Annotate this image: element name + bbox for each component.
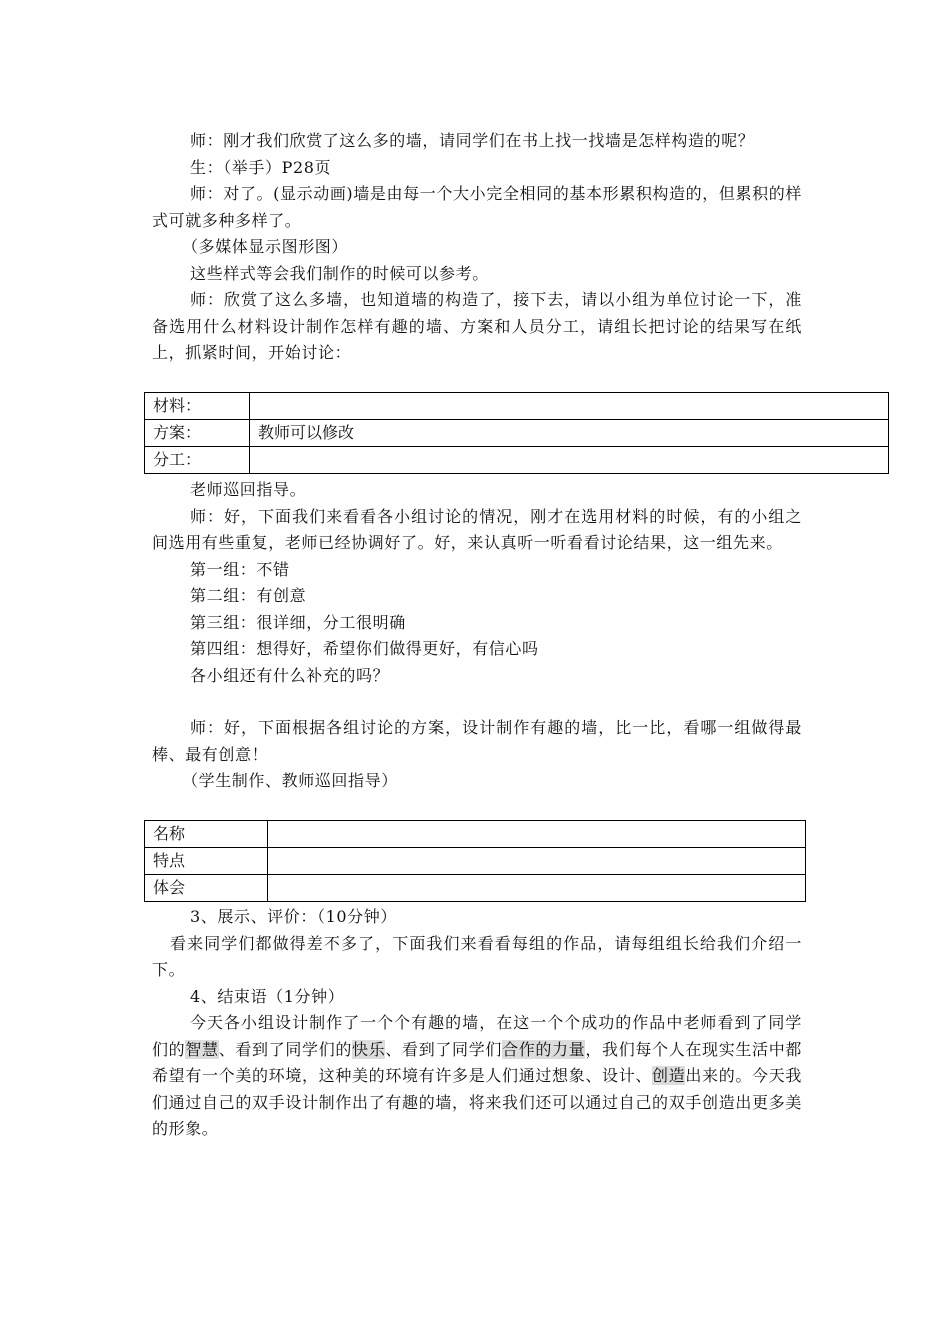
text-run: 、看到了同学们的 xyxy=(218,1039,353,1059)
table-row xyxy=(145,848,806,875)
highlighted-text: 创造 xyxy=(652,1066,686,1085)
paragraph: 师：好，下面我们来看看各小组讨论的情况，刚才在选用材料的时候，有的小组之间选用有些重复，老师已经协调好了。好，来认真听一听看看讨论结果，这一组先来。 xyxy=(152,506,802,552)
highlighted-text: 智慧 xyxy=(185,1039,219,1059)
table-cell-label: 分工： xyxy=(145,447,250,474)
table-row xyxy=(145,875,806,902)
discussion-table xyxy=(144,392,889,474)
table-row xyxy=(145,821,806,848)
paragraph: 师：刚才我们欣赏了这么多的墙，请同学们在书上找一找墙是怎样构造的呢？ xyxy=(190,131,755,150)
text-run: 出来的。今天我们通过自己的双手设计制作出了有趣的墙，将来我们还可以通过自己的双手创造出更多美的形象。 xyxy=(152,1066,802,1138)
paragraph: 各小组还有什么补充的吗？ xyxy=(190,665,390,685)
closing-paragraph xyxy=(152,1010,802,1143)
paragraph: 这些样式等会我们制作的时候可以参考。 xyxy=(190,263,489,283)
blank-line xyxy=(152,689,802,715)
paragraph: 生：（举手）P28页 xyxy=(190,157,332,177)
table-row xyxy=(145,447,889,474)
paragraph: 第三组：很详细，分工很明确 xyxy=(190,612,406,632)
paragraph: 第二组：有创意 xyxy=(190,586,307,605)
table-row xyxy=(145,393,889,420)
table-cell-label: 名称 xyxy=(145,821,268,848)
paragraph: 第四组：想得好，希望你们做得更好，有信心吗 xyxy=(190,639,539,658)
table-cell-value xyxy=(268,875,806,902)
table-cell-value xyxy=(268,848,806,875)
paragraph: （学生制作、教师巡回指导） xyxy=(182,771,398,790)
highlighted-text: 快乐 xyxy=(352,1039,386,1059)
table-cell-value xyxy=(268,821,806,848)
section-heading: 3、展示、评价：（10分钟） xyxy=(190,907,397,926)
table-cell-value: 教师可以修改 xyxy=(250,420,889,447)
bottom-section xyxy=(152,904,802,1143)
text-run: 今天各小组设计制作了一个个有趣的墙，在这一个个成功的作品中老师看到了同学们的 xyxy=(152,1013,802,1059)
paragraph: （多媒体显示图形图） xyxy=(182,237,349,256)
highlighted-text: 合作的力量 xyxy=(502,1039,586,1059)
table-cell-label: 体会 xyxy=(145,875,268,902)
section-heading: 4、结束语（1分钟） xyxy=(190,986,345,1006)
table-cell-value xyxy=(250,447,889,474)
paragraph: 第一组：不错 xyxy=(190,559,290,579)
paragraph: 师：欣赏了这么多墙，也知道墙的构造了，接下去，请以小组为单位讨论一下，准备选用什么材料设计制作怎样有趣的墙、方案和人员分工，请组长把讨论的结果写在纸上，抓紧时间，开始讨论： xyxy=(152,290,802,362)
table-cell-label: 方案： xyxy=(145,420,250,447)
middle-section xyxy=(152,477,802,795)
table-row xyxy=(145,420,889,447)
paragraph: 师：好，下面根据各组讨论的方案，设计制作有趣的墙，比一比，看哪一组做得最棒、最有创意！ xyxy=(152,718,802,764)
paragraph: 老师巡回指导。 xyxy=(190,480,307,499)
text-run: 、看到了同学们 xyxy=(385,1039,503,1059)
work-table xyxy=(144,820,806,902)
table-cell-value xyxy=(250,393,889,420)
paragraph: 看来同学们都做得差不多了，下面我们来看看每组的作品，请每组组长给我们介绍一下。 xyxy=(152,933,802,979)
table-cell-label: 材料： xyxy=(145,393,250,420)
text-run: ，我们每个人在现实生活中都希望有一个美的环境，这种美的环境有许多是人们通过想象、设计、 xyxy=(152,1039,802,1085)
paragraph: 师：对了。(显示动画)墙是由每一个大小完全相同的基本形累积构造的，但累积的样式可就多种多样了。 xyxy=(152,184,802,230)
top-section xyxy=(152,128,802,367)
table-cell-label: 特点 xyxy=(145,848,268,875)
